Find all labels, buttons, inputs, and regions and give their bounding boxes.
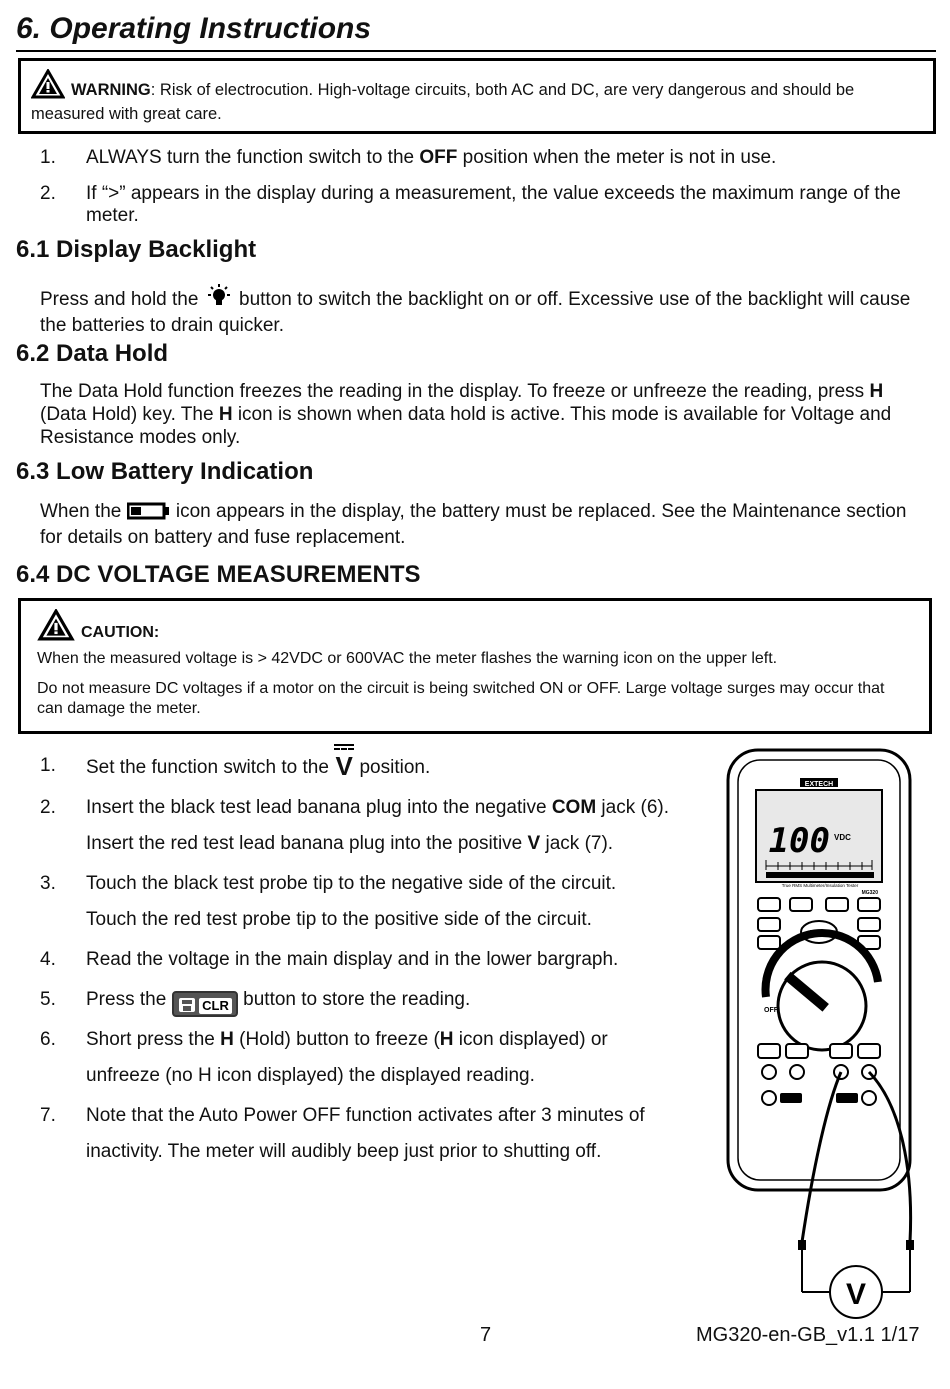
- warning-box: [18, 58, 936, 134]
- text: icon displayed) or unfreeze (no H icon displayed) the displayed reading.: [86, 1029, 608, 1086]
- dc-voltage-steps: [16, 748, 716, 1170]
- step-number: 2.: [40, 797, 56, 818]
- meter-off-label: OFF: [764, 1007, 778, 1014]
- backlight-bulb-icon: [204, 284, 234, 314]
- meter-unit: VDC: [834, 833, 851, 842]
- text: Press and hold the: [40, 289, 204, 310]
- step-item: [16, 1022, 646, 1094]
- meter-test-label: TEST: [810, 930, 828, 937]
- multimeter-illustration: [718, 742, 938, 1337]
- text: Note that the Auto Power OFF function activates after 3 minutes of inactivity. The meter will audibly beep just prior to shutting off.: [86, 1105, 645, 1162]
- meter-model: MG320: [861, 890, 878, 896]
- memory-card-icon: [178, 997, 196, 1013]
- caution-line-1: When the measured voltage is > 42VDC or 600VAC the meter flashes the warning icon on the upper left.: [37, 650, 778, 667]
- list-text: If “>” appears in the display during a measurement, the value exceeds the maximum range of the meter.: [86, 183, 901, 226]
- text: Touch the red test probe tip to the positive side of the circuit.: [86, 909, 592, 930]
- text: button to switch the backlight on or off. Excessive use of the backlight will cause the batteries to drain quicker.: [40, 289, 911, 336]
- meter-reading: 100: [768, 821, 830, 861]
- step-number: 3.: [40, 873, 56, 894]
- meter-model-strip: True RMS Multimeter/Insulation Tester: [781, 883, 859, 888]
- text-bold: COM: [551, 797, 597, 818]
- text: Set the function switch to the: [86, 757, 335, 778]
- step-number: 5.: [40, 989, 56, 1010]
- text: icon is shown when data hold is active. This mode is available for Voltage and Resistance modes only.: [40, 404, 892, 448]
- step-number: 7.: [40, 1105, 56, 1126]
- text: Insert the red test lead banana plug into the positive: [86, 833, 528, 854]
- dc-voltage-symbol: V: [334, 748, 354, 784]
- list-number: 1.: [40, 147, 56, 168]
- clr-button-label: CLR: [199, 998, 232, 1014]
- list-text: ALWAYS turn the function switch to the: [86, 147, 420, 168]
- step-number: 1.: [40, 755, 56, 776]
- text: button to store the reading.: [243, 989, 471, 1010]
- warning-text: : Risk of electrocution. High-voltage circuits, both AC and DC, are very dangerous and should be measured with great care.: [31, 81, 855, 123]
- text: position.: [354, 757, 431, 778]
- text: (Hold) button to freeze (: [233, 1029, 440, 1050]
- step-item: [16, 748, 716, 786]
- warning-label: WARNING: [71, 81, 151, 99]
- text-bold: H: [218, 404, 233, 425]
- warning-triangle-icon: [31, 69, 65, 104]
- text: When the: [40, 501, 127, 522]
- step-number: 4.: [40, 949, 56, 970]
- list-number: 2.: [40, 183, 56, 204]
- caution-label: CAUTION:: [81, 624, 160, 641]
- caution-box: [18, 598, 932, 734]
- step-item: [16, 790, 716, 862]
- text: jack (6).: [596, 797, 670, 818]
- step-item: [16, 866, 716, 938]
- section-heading-backlight: 6.1 Display Backlight: [16, 236, 257, 263]
- data-hold-paragraph: [40, 380, 930, 449]
- step-number: 6.: [40, 1029, 56, 1050]
- list-item: [16, 147, 926, 169]
- document-id: MG320-en-GB_v1.1 1/17: [696, 1324, 920, 1346]
- step-item: [16, 942, 716, 978]
- section-heading-low-battery: 6.3 Low Battery Indication: [16, 458, 314, 485]
- text: Touch the black test probe tip to the negative side of the circuit.: [86, 873, 617, 894]
- page-title: 6. Operating Instructions: [16, 10, 936, 52]
- list-text: position when the meter is not in use.: [457, 147, 777, 168]
- low-battery-paragraph: [40, 500, 920, 549]
- step-item: [16, 1098, 686, 1170]
- text: icon appears in the display, the battery must be replaced. See the Maintenance section for details on battery and fuse replacement.: [40, 501, 907, 548]
- warning-triangle-icon: [37, 609, 75, 647]
- text-bold: H: [220, 1029, 234, 1050]
- text: jack (7).: [540, 833, 614, 854]
- text: Insert the black test lead banana plug into the negative: [86, 797, 552, 818]
- text: Press the: [86, 989, 172, 1010]
- backlight-paragraph: [40, 284, 920, 337]
- meter-brand: EXTECH: [804, 781, 834, 788]
- section-heading-data-hold: 6.2 Data Hold: [16, 340, 169, 367]
- section-heading-dc-voltage: 6.4 DC VOLTAGE MEASUREMENTS: [16, 561, 421, 588]
- text-bold: V: [527, 833, 541, 854]
- step-item: [16, 982, 716, 1018]
- text: (Data Hold) key. The: [40, 404, 219, 425]
- text: Read the voltage in the main display and in the lower bargraph.: [86, 949, 619, 970]
- list-bold: OFF: [419, 147, 458, 168]
- intro-list: [16, 147, 926, 227]
- battery-icon: [127, 502, 171, 526]
- caution-header: [37, 609, 913, 649]
- page-number: 7: [480, 1324, 492, 1346]
- list-item: [16, 183, 926, 227]
- text: Short press the: [86, 1029, 221, 1050]
- caution-line-2: Do not measure DC voltages if a motor on the circuit is being switched ON or OFF. Large voltage surges may occur that can damage the meter.: [37, 680, 885, 717]
- text-bold: H: [869, 381, 884, 402]
- text: The Data Hold function freezes the reading in the display. To freeze or unfreeze the reading, press: [40, 381, 870, 402]
- clr-button: [172, 991, 238, 1017]
- text-bold: H: [439, 1029, 454, 1050]
- voltmeter-symbol: V: [845, 1278, 867, 1311]
